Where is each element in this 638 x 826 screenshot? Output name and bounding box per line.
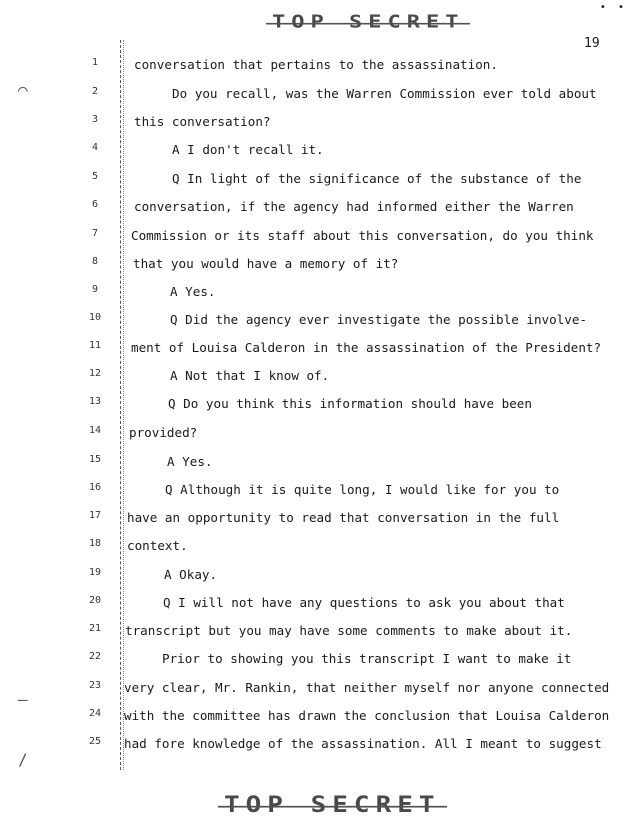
line-text: Q In light of the significance of the substance of the	[172, 171, 582, 186]
line-number: 6	[91, 199, 99, 210]
line-number: 16	[88, 482, 102, 493]
corner-marks: • •	[599, 2, 624, 13]
line-number: 24	[88, 708, 102, 719]
top-secret-stamp-footer: TOP SECRET	[224, 792, 441, 818]
transcript-line	[0, 621, 638, 641]
transcript-line	[0, 112, 638, 132]
transcript-line	[0, 254, 638, 274]
line-text: this conversation?	[134, 114, 271, 129]
line-number: 1	[91, 57, 99, 68]
transcript-line	[0, 423, 638, 443]
line-text: A Not that I know of.	[170, 368, 330, 383]
line-text: Do you recall, was the Warren Commission ever told about	[172, 86, 597, 101]
transcript-line	[0, 593, 638, 613]
transcript-line	[0, 338, 638, 358]
line-text: A Yes.	[170, 284, 216, 299]
line-number: 21	[88, 623, 102, 634]
line-number: 2	[91, 86, 99, 97]
transcript-line	[0, 169, 638, 189]
line-text: Q Did the agency ever investigate the possible involve-	[170, 312, 588, 327]
transcript-line	[0, 84, 638, 104]
transcript-line	[0, 734, 638, 754]
line-number: 8	[91, 256, 99, 267]
line-text: have an opportunity to read that conversation in the full	[127, 510, 560, 525]
transcript-line	[0, 366, 638, 386]
line-text: that you would have a memory of it?	[133, 256, 399, 271]
transcript-line	[0, 226, 638, 246]
edge-mark: /	[18, 750, 28, 769]
line-number: 3	[91, 114, 99, 125]
top-secret-stamp-header: TOP SECRET	[272, 12, 465, 33]
line-text: A I don't recall it.	[172, 142, 324, 157]
transcript-line	[0, 197, 638, 217]
line-number: 18	[88, 538, 102, 549]
line-number: 14	[88, 425, 102, 436]
line-text: transcript but you may have some comments to make about it.	[125, 623, 573, 638]
line-text: conversation, if the agency had informed either the Warren	[134, 199, 574, 214]
line-text: with the committee has drawn the conclusion that Louisa Calderon	[124, 708, 610, 723]
line-text: conversation that pertains to the assassination.	[134, 57, 498, 72]
page-number: 19	[584, 36, 600, 51]
line-text: Q Do you think this information should have been	[168, 396, 532, 411]
transcript-line	[0, 452, 638, 472]
line-text: Prior to showing you this transcript I want to make it	[162, 651, 572, 666]
line-text: very clear, Mr. Rankin, that neither myself nor anyone connected	[124, 680, 610, 695]
transcript-line	[0, 508, 638, 528]
line-text: Q I will not have any questions to ask you about that	[163, 595, 565, 610]
line-number: 11	[88, 340, 102, 351]
line-number: 12	[88, 368, 102, 379]
line-text: A Okay.	[164, 567, 218, 582]
line-text: provided?	[129, 425, 198, 440]
line-number: 10	[88, 312, 102, 323]
transcript-line	[0, 536, 638, 556]
edge-mark: ⌒	[18, 80, 28, 99]
line-text: context.	[127, 538, 188, 553]
line-number: 5	[91, 171, 99, 182]
line-number: 17	[88, 510, 102, 521]
transcript-line	[0, 282, 638, 302]
transcript-line	[0, 678, 638, 698]
transcript-line	[0, 565, 638, 585]
line-text: ment of Louisa Calderon in the assassination of the President?	[131, 340, 602, 355]
line-number: 20	[88, 595, 102, 606]
line-number: 7	[91, 228, 99, 239]
transcript-line	[0, 706, 638, 726]
line-text: had fore knowledge of the assassination. All I meant to suggest	[124, 736, 602, 751]
line-text: Q Although it is quite long, I would like for you to	[165, 482, 560, 497]
line-text: Commission or its staff about this conversation, do you think	[131, 228, 594, 243]
transcript-line	[0, 649, 638, 669]
transcript-line	[0, 394, 638, 414]
edge-mark: —	[18, 690, 28, 709]
line-number: 19	[88, 567, 102, 578]
line-number: 13	[88, 396, 102, 407]
line-number: 23	[88, 680, 102, 691]
transcript-line	[0, 310, 638, 330]
transcript-line	[0, 55, 638, 75]
transcript-line	[0, 140, 638, 160]
line-number: 25	[88, 736, 102, 747]
line-number: 22	[88, 651, 102, 662]
line-number: 4	[91, 142, 99, 153]
line-text: A Yes.	[167, 454, 213, 469]
transcript-line	[0, 480, 638, 500]
line-number: 15	[88, 454, 102, 465]
line-number: 9	[91, 284, 99, 295]
